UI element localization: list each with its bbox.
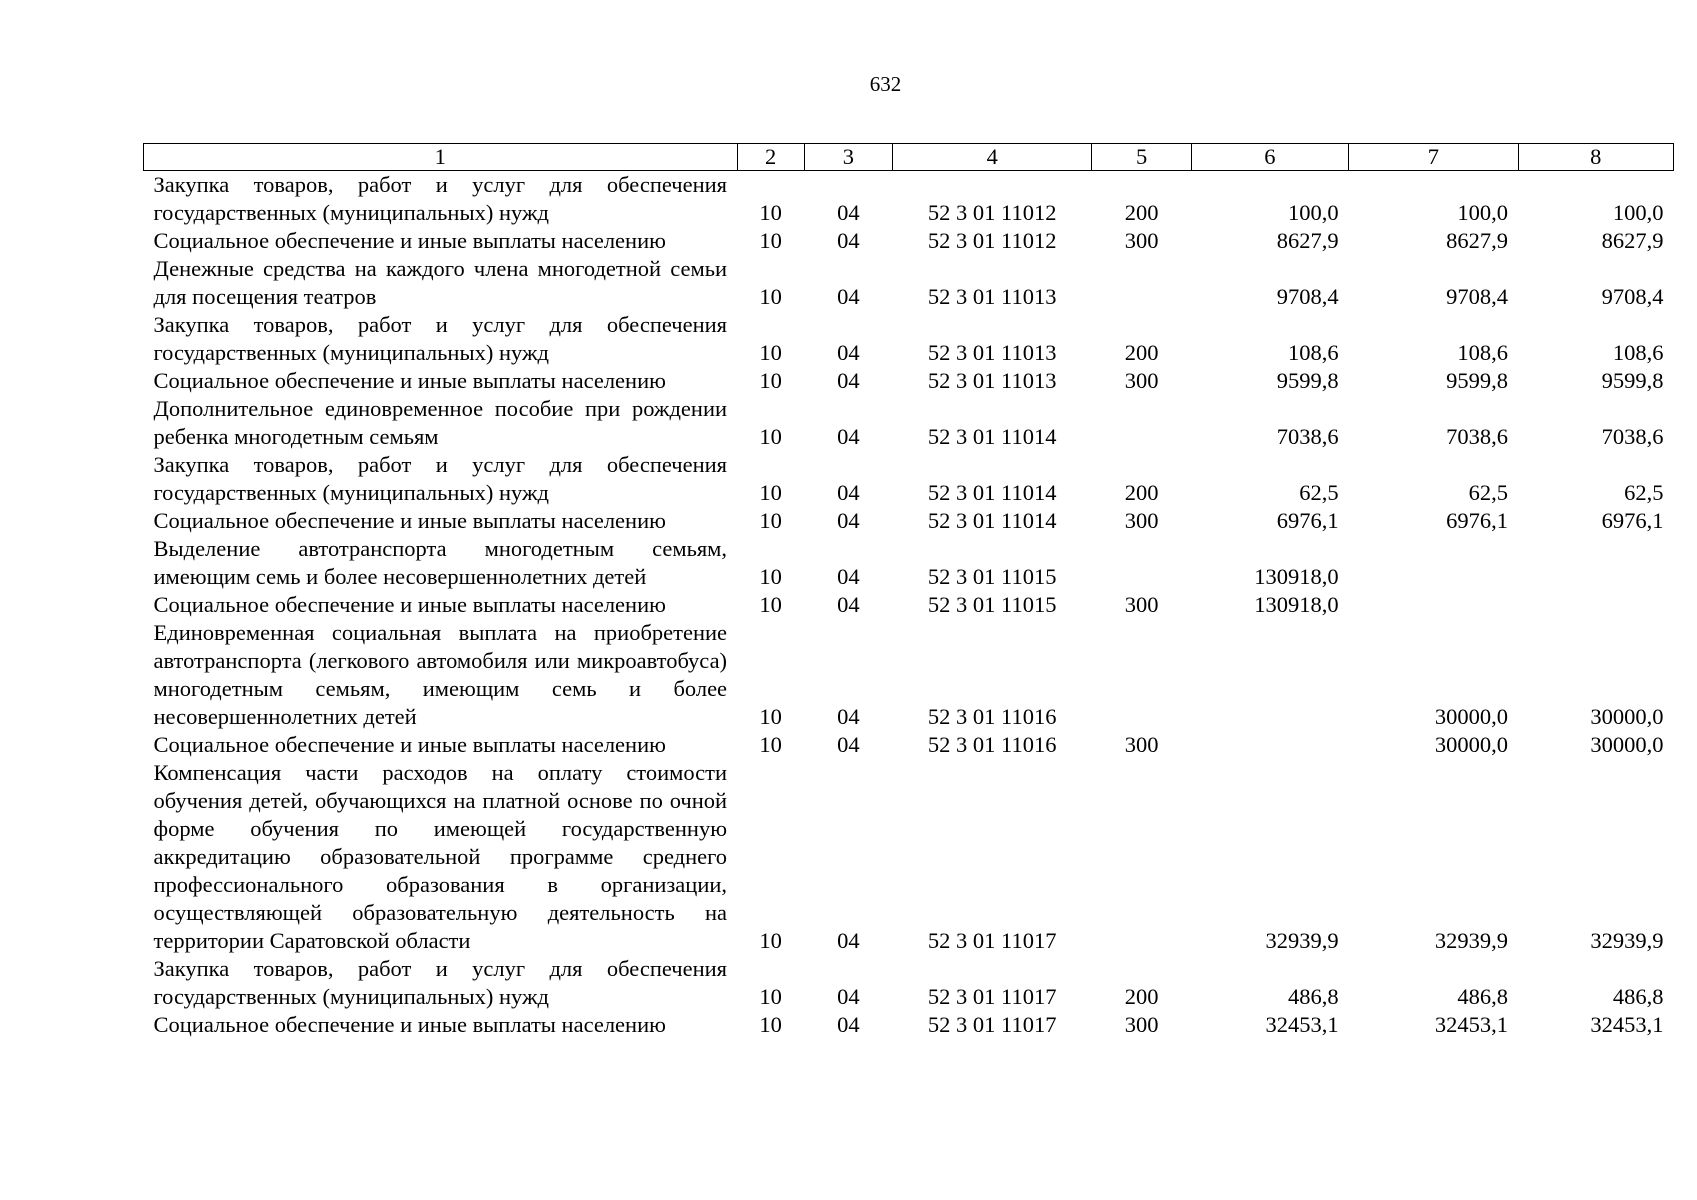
row-value-col-6: 108,6	[1287, 340, 1339, 365]
row-expense-type: 300	[1124, 732, 1159, 757]
row-value-col-8: 62,5	[1624, 480, 1664, 505]
row-target-article: 52 3 01 11013	[927, 368, 1057, 393]
row-value-col-7: 8627,9	[1446, 228, 1509, 253]
row-value-col-8: 30000,0	[1590, 732, 1664, 757]
row-subsection: 04	[837, 928, 860, 953]
row-subsection: 04	[837, 564, 860, 589]
row-section: 10	[759, 928, 782, 953]
row-value-col-6: 8627,9	[1276, 228, 1339, 253]
row-expense-type	[1092, 619, 1191, 731]
row-subsection: 04	[837, 284, 860, 309]
row-value-col-7: 62,5	[1468, 480, 1509, 505]
row-expense-type: 300	[1124, 1012, 1159, 1037]
header-col-8: 8	[1518, 144, 1673, 171]
row-value-col-7: 32939,9	[1434, 928, 1509, 953]
row-subsection: 04	[837, 228, 860, 253]
row-target-article: 52 3 01 11015	[927, 564, 1057, 589]
row-name: Социальное обеспечение и иные выплаты населению	[153, 732, 666, 757]
header-col-2: 2	[737, 144, 804, 171]
row-value-col-6: 9599,8	[1276, 368, 1339, 393]
row-expense-type	[1092, 395, 1191, 451]
row-name: Единовременная социальная выплата на приобретение автотранспорта (легкового автомобиля или микроавтобуса) многодетным семьям, имеющим семь и более несовершеннолетних детей	[153, 620, 728, 729]
row-target-article: 52 3 01 11016	[927, 704, 1057, 729]
row-expense-type: 200	[1124, 984, 1159, 1009]
table-body	[144, 171, 1674, 1040]
row-name: Денежные средства на каждого члена многодетной семьи для посещения театров	[153, 256, 728, 309]
row-target-article: 52 3 01 11017	[927, 928, 1057, 953]
row-section: 10	[759, 340, 782, 365]
row-value-col-7: 108,6	[1457, 340, 1509, 365]
row-value-col-8: 486,8	[1612, 984, 1664, 1009]
row-value-col-6: 486,8	[1287, 984, 1339, 1009]
header-col-5: 5	[1092, 144, 1191, 171]
row-value-col-7: 9599,8	[1446, 368, 1509, 393]
row-name: Закупка товаров, работ и услуг для обеспечения государственных (муниципальных) нужд	[153, 956, 728, 1009]
row-section: 10	[759, 200, 782, 225]
row-value-col-6: 32939,9	[1265, 928, 1339, 953]
row-expense-type	[1092, 255, 1191, 311]
row-value-col-7: 32453,1	[1434, 1012, 1509, 1037]
row-value-col-7	[1349, 535, 1518, 591]
row-section: 10	[759, 984, 782, 1009]
row-value-col-8: 9599,8	[1601, 368, 1664, 393]
row-value-col-6: 130918,0	[1254, 592, 1339, 617]
table-row	[144, 591, 1674, 619]
table-row	[144, 535, 1674, 591]
row-name: Социальное обеспечение и иные выплаты населению	[153, 508, 666, 533]
row-value-col-8: 100,0	[1612, 200, 1664, 225]
table-row	[144, 1011, 1674, 1039]
row-expense-type: 300	[1124, 508, 1159, 533]
row-value-col-7: 6976,1	[1446, 508, 1509, 533]
row-name: Социальное обеспечение и иные выплаты населению	[153, 1012, 666, 1037]
row-value-col-8	[1518, 591, 1673, 619]
row-subsection: 04	[837, 480, 860, 505]
row-subsection: 04	[837, 732, 860, 757]
row-subsection: 04	[837, 508, 860, 533]
row-name: Дополнительное единовременное пособие при рождении ребенка многодетным семьям	[153, 396, 728, 449]
row-subsection: 04	[837, 592, 860, 617]
row-name: Закупка товаров, работ и услуг для обеспечения государственных (муниципальных) нужд	[153, 452, 728, 505]
row-value-col-6	[1191, 619, 1348, 731]
row-section: 10	[759, 704, 782, 729]
row-value-col-7: 100,0	[1457, 200, 1509, 225]
row-value-col-7	[1349, 591, 1518, 619]
row-value-col-8: 8627,9	[1601, 228, 1664, 253]
row-expense-type: 300	[1124, 228, 1159, 253]
row-target-article: 52 3 01 11012	[927, 228, 1057, 253]
row-name: Закупка товаров, работ и услуг для обеспечения государственных (муниципальных) нужд	[153, 312, 728, 365]
row-target-article: 52 3 01 11017	[927, 1012, 1057, 1037]
table-row	[144, 227, 1674, 255]
row-value-col-6	[1191, 731, 1348, 759]
table-row	[144, 395, 1674, 451]
table-row	[144, 955, 1674, 1011]
row-value-col-6: 6976,1	[1276, 508, 1339, 533]
row-value-col-7: 7038,6	[1446, 424, 1509, 449]
row-value-col-7: 9708,4	[1446, 284, 1509, 309]
row-name: Социальное обеспечение и иные выплаты населению	[153, 368, 666, 393]
row-name: Компенсация части расходов на оплату стоимости обучения детей, обучающихся на платной основе по очной форме обучения по имеющей государственную аккредитацию образовательной программе среднего профессионального образования в организации, осуществляющей образовательную деятельность на территории Саратовской области	[153, 760, 728, 953]
row-value-col-6: 32453,1	[1265, 1012, 1339, 1037]
row-section: 10	[759, 1012, 782, 1037]
row-subsection: 04	[837, 704, 860, 729]
row-expense-type: 300	[1124, 592, 1159, 617]
row-section: 10	[759, 732, 782, 757]
row-subsection: 04	[837, 424, 860, 449]
header-col-1: 1	[144, 144, 738, 171]
row-target-article: 52 3 01 11014	[927, 424, 1057, 449]
table-row	[144, 759, 1674, 955]
row-subsection: 04	[837, 984, 860, 1009]
table-row	[144, 255, 1674, 311]
row-section: 10	[759, 508, 782, 533]
row-value-col-8: 32453,1	[1590, 1012, 1664, 1037]
table-row	[144, 367, 1674, 395]
row-subsection: 04	[837, 368, 860, 393]
row-target-article: 52 3 01 11014	[927, 508, 1057, 533]
row-expense-type: 200	[1124, 340, 1159, 365]
row-expense-type	[1092, 759, 1191, 955]
row-value-col-8: 108,6	[1612, 340, 1664, 365]
row-subsection: 04	[837, 200, 860, 225]
header-col-7: 7	[1349, 144, 1518, 171]
row-target-article: 52 3 01 11016	[927, 732, 1057, 757]
row-section: 10	[759, 480, 782, 505]
row-value-col-7: 30000,0	[1434, 732, 1509, 757]
header-col-3: 3	[804, 144, 892, 171]
row-target-article: 52 3 01 11017	[927, 984, 1057, 1009]
row-target-article: 52 3 01 11015	[927, 592, 1057, 617]
row-value-col-6: 130918,0	[1254, 564, 1339, 589]
page-number: 632	[869, 72, 902, 96]
row-subsection: 04	[837, 1012, 860, 1037]
row-value-col-6: 100,0	[1287, 200, 1339, 225]
row-name: Социальное обеспечение и иные выплаты населению	[153, 592, 666, 617]
row-name: Выделение автотранспорта многодетным семьям, имеющим семь и более несовершеннолетних детей	[153, 536, 728, 589]
row-section: 10	[759, 424, 782, 449]
row-value-col-8: 9708,4	[1601, 284, 1664, 309]
row-value-col-8: 7038,6	[1601, 424, 1664, 449]
row-target-article: 52 3 01 11013	[927, 340, 1057, 365]
header-row	[144, 144, 1674, 171]
row-expense-type: 200	[1124, 480, 1159, 505]
table-row	[144, 619, 1674, 731]
row-expense-type	[1092, 535, 1191, 591]
row-expense-type: 200	[1124, 200, 1159, 225]
row-value-col-8: 6976,1	[1601, 508, 1664, 533]
row-section: 10	[759, 592, 782, 617]
row-value-col-7: 486,8	[1457, 984, 1509, 1009]
row-value-col-8: 30000,0	[1590, 704, 1664, 729]
row-section: 10	[759, 284, 782, 309]
row-name: Закупка товаров, работ и услуг для обеспечения государственных (муниципальных) нужд	[153, 172, 728, 225]
table-header	[144, 144, 1674, 171]
table-row	[144, 507, 1674, 535]
row-value-col-8	[1518, 535, 1673, 591]
row-target-article: 52 3 01 11013	[927, 284, 1057, 309]
row-value-col-6: 7038,6	[1276, 424, 1339, 449]
header-col-6: 6	[1191, 144, 1348, 171]
row-target-article: 52 3 01 11014	[927, 480, 1057, 505]
row-value-col-6: 62,5	[1299, 480, 1339, 505]
row-section: 10	[759, 368, 782, 393]
row-section: 10	[759, 564, 782, 589]
table-row	[144, 311, 1674, 367]
table-row	[144, 451, 1674, 507]
table-row	[144, 731, 1674, 759]
budget-table	[143, 143, 1674, 1039]
row-subsection: 04	[837, 340, 860, 365]
row-value-col-8: 32939,9	[1590, 928, 1664, 953]
row-name: Социальное обеспечение и иные выплаты населению	[153, 228, 666, 253]
table-row	[144, 171, 1674, 228]
row-value-col-6: 9708,4	[1276, 284, 1339, 309]
header-col-4: 4	[892, 144, 1092, 171]
row-value-col-7: 30000,0	[1434, 704, 1509, 729]
row-section: 10	[759, 228, 782, 253]
row-target-article: 52 3 01 11012	[927, 200, 1057, 225]
row-expense-type: 300	[1124, 368, 1159, 393]
